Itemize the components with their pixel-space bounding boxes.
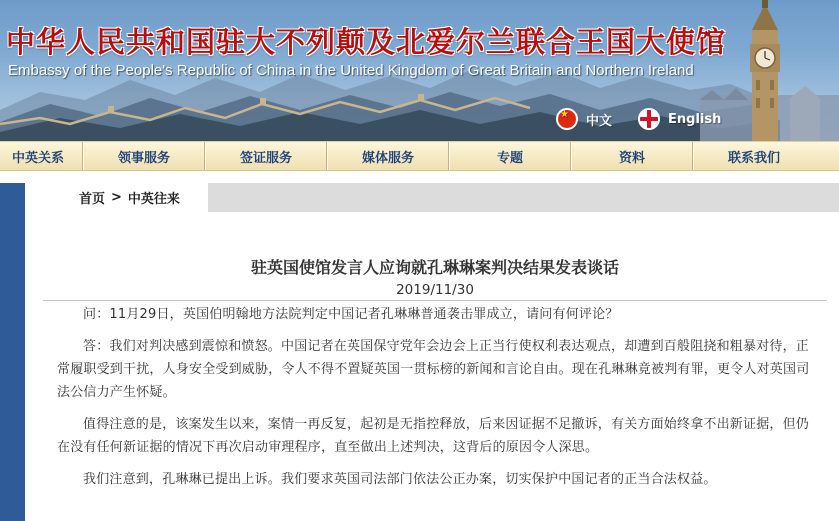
site-subtitle: Embassy of the People's Republic of China in the United Kingdom of Great Britain and Northern Ireland xyxy=(8,62,694,79)
nav-item-special-topics[interactable]: 专题 xyxy=(496,150,523,166)
breadcrumb-home-link[interactable]: 首页 xyxy=(79,192,106,207)
language-chinese-label: 中文 xyxy=(586,113,613,129)
language-english-link[interactable] xyxy=(638,106,721,132)
site-title: 中华人民共和国驻大不列颠及北爱尔兰联合王国大使馆 xyxy=(6,25,727,59)
language-english-label: English xyxy=(668,111,722,127)
header-banner xyxy=(0,0,839,141)
breadcrumb-separator: > xyxy=(111,190,122,205)
nav-item-media-services[interactable]: 媒体服务 xyxy=(361,150,414,166)
language-chinese-link[interactable] xyxy=(556,106,612,132)
article-body xyxy=(57,303,819,500)
title-divider xyxy=(43,300,827,301)
left-sidebar-strip xyxy=(0,183,25,521)
article-paragraph: 值得注意的是，该案发生以来，案情一再反复，起初是无指控释放，后来因证据不足撤诉，有关方面始终拿不出新证据，但仍在没有任何新证据的情况下再次启动审理程序，直至做出上述判决，这背后的原因令人深思。 xyxy=(57,417,810,455)
uk-flag-icon xyxy=(638,108,660,130)
nav-item-visa-services[interactable]: 签证服务 xyxy=(239,150,292,166)
article-paragraph: 我们注意到，孔琳琳已提出上诉。我们要求英国司法部门依法公正办案，切实保护中国记者的正当合法权益。 xyxy=(83,472,717,487)
article-date: 2019/11/30 xyxy=(396,282,474,298)
nav-item-china-uk-relations[interactable]: 中英关系 xyxy=(12,150,65,166)
main-content xyxy=(43,183,839,521)
nav-item-consular-services[interactable]: 领事服务 xyxy=(117,150,170,166)
nav-item-resources[interactable]: 资料 xyxy=(618,150,645,166)
article-paragraph: 问：11月29日，英国伯明翰地方法院判定中国记者孔琳琳普通袭击罪成立，请问有何评论？ xyxy=(83,307,619,322)
main-nav xyxy=(0,141,839,171)
china-flag-icon xyxy=(556,108,578,130)
breadcrumb-tab xyxy=(47,183,208,212)
article-title: 驻英国使馆发言人应询就孔琳琳案判决结果发表谈话 xyxy=(250,258,619,277)
breadcrumb-current-link[interactable]: 中英往来 xyxy=(127,192,180,207)
nav-item-contact-us[interactable]: 联系我们 xyxy=(727,150,780,166)
breadcrumb xyxy=(43,183,839,212)
article-paragraph: 答：我们对判决感到震惊和愤怒。中国记者在英国保守党年会边会上正当行使权利表达观点，却遭到百般阻挠和粗暴对待，正常履职受到干扰，人身安全受到威胁，令人不得不置疑英国一贯标榜的新闻和言论自由。现在孔琳琳竟被判有罪，更令人对英国司法公信力产生怀疑。 xyxy=(57,339,810,400)
